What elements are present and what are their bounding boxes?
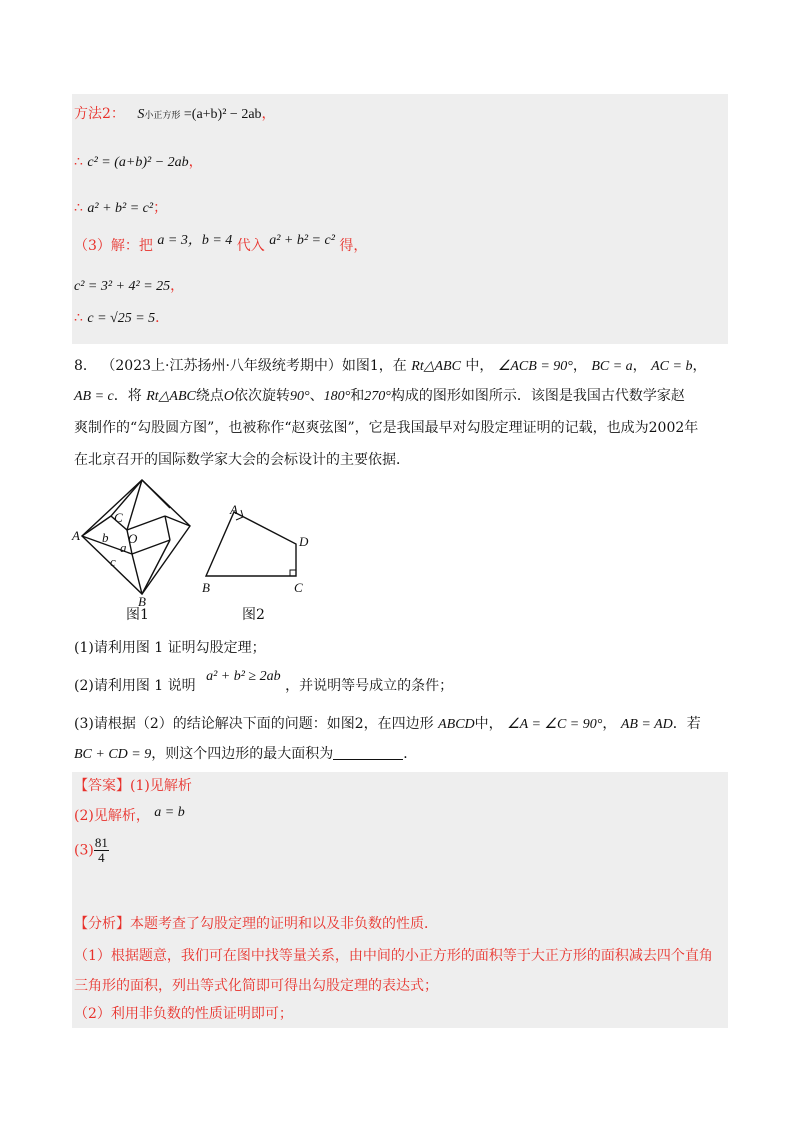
fig1-label-B: B <box>138 594 146 609</box>
fig2-label-C: C <box>294 580 303 595</box>
fig2-label-A: A <box>230 502 238 517</box>
eq3-line: ∴ a² + b² = c²； <box>74 200 168 216</box>
question-part-1: (1)请利用图 1 证明勾股定理； <box>74 640 266 656</box>
question-line-3: 爽制作的“勾股圆方图”，也被称作“赵爽弦图”，它是我国最早对勾股定理证明的记载，也成为2002年 <box>74 420 699 436</box>
cond-ab-ad: AB = AD <box>620 717 673 732</box>
eq2-line: ∴ c² = (a+b)² − 2ab， <box>74 154 203 170</box>
eq5-line: ∴ c = √25 = 5． <box>74 310 170 326</box>
point-o: O <box>223 389 234 404</box>
solution-panel <box>72 94 728 344</box>
figure-2-caption: 图2 <box>242 607 265 623</box>
answer-line-1 <box>74 776 192 796</box>
fig1-label-a: a <box>120 540 127 555</box>
part3-line <box>74 233 368 257</box>
comma: ， <box>261 106 276 122</box>
question-line-1: 8． （2023上·江苏扬州·八年级统考期中）如图1，在 Rt△ABC 中， ∠ACB = 90°， BC = a， AC = b， <box>74 358 707 374</box>
analysis-p1-line-2: 三角形的面积，列出等式化简即可得出勾股定理的表达式； <box>74 978 438 994</box>
quad-name: ABCD <box>438 717 475 732</box>
fig1-label-c: c <box>110 554 116 569</box>
answer-label: 【答案】 <box>74 778 130 794</box>
answer-2: (2)见解析， <box>74 808 150 824</box>
answer-1: (1)见解析 <box>130 778 192 794</box>
answer-3: (3) <box>74 842 94 859</box>
analysis-p2: （2）利用非负数的性质证明即可； <box>74 1006 293 1022</box>
triangle-label: Rt△ABC <box>411 359 461 374</box>
question-part-3-line-1: (3)请根据（2）的结论解决下面的问题：如图2，在四边形 ABCD中， ∠A = ∠C = 90°， AB = AD．若 <box>74 716 701 732</box>
inequality: a² + b² ≥ 2ab <box>206 669 281 684</box>
eq-c-equals-5: c = √25 = 5 <box>87 311 156 326</box>
quad-abcd <box>206 512 296 576</box>
question-source: （2023上·江苏扬州·八年级统考期中）如图1，在 <box>101 358 407 374</box>
fig1-label-O: O <box>128 531 138 546</box>
eq-c-squared-25: c² = 3² + 4² = 25 <box>74 279 171 294</box>
right-angle-c <box>290 570 296 576</box>
method2-line <box>74 104 276 126</box>
answer-2-eq: a = b <box>154 805 185 820</box>
eq-pythagoras: a² + b² = c² <box>87 201 154 216</box>
analysis-intro: 本题考查了勾股定理的证明和以及非负数的性质． <box>130 916 438 932</box>
figure-1-caption: 图1 <box>126 607 149 623</box>
therefore-symbol: ∴ <box>74 200 83 216</box>
analysis-p1-line-1: （1）根据题意，我们可在图中找等量关系，由中间的小正方形的面积等于大正方形的面积减去四个直角 <box>74 948 713 964</box>
eq-small-square: S小正方形 =(a+b)² − 2ab <box>137 107 262 122</box>
answer-line-3 <box>74 836 109 865</box>
answer-3-fraction: $\frac{81}{4}$ <box>94 835 108 865</box>
cond-angle-acb: ∠ACB = 90° <box>497 359 573 374</box>
eq-c-squared: c² = (a+b)² − 2ab <box>87 155 189 170</box>
question-part-3-line-2: BC + CD = 9，则这个四边形的最大面积为 ． <box>74 746 418 762</box>
answer-blank[interactable] <box>333 745 403 760</box>
question-line-4: 在北京召开的国际数学家大会的会标设计的主要依据． <box>74 452 410 468</box>
part3-substitute: 代入 <box>236 238 265 254</box>
cond-bc: BC = a <box>591 359 633 374</box>
part3-label: （3）解：把 <box>74 238 153 254</box>
question-number: 8． <box>74 358 97 374</box>
cond-ac: AC = b <box>651 359 693 374</box>
fig1-label-b: b <box>102 530 109 545</box>
part3-get: 得， <box>339 238 368 254</box>
analysis-line-1 <box>74 914 438 934</box>
fig1-label-C: C <box>114 510 123 525</box>
fig1-label-A: A <box>72 528 80 543</box>
part3-equation: a² + b² = c² <box>269 233 335 248</box>
cond-bc-cd: BC + CD = 9 <box>74 747 152 762</box>
fig2-label-D: D <box>299 534 309 549</box>
cond-ab: AB = c <box>74 389 114 404</box>
cond-angles: ∠A = ∠C = 90° <box>507 717 603 732</box>
question-line-2: AB = c．将 Rt△ABC绕点O依次旋转90°、180°和270°构成的图形如图所示．该图是我国古代数学家赵 <box>74 388 685 404</box>
analysis-label: 【分析】 <box>74 916 130 932</box>
eq4-line: c² = 3² + 4² = 25， <box>74 278 185 294</box>
therefore-symbol: ∴ <box>74 310 83 326</box>
part3-values: a = 3，b = 4 <box>157 233 233 248</box>
fig2-label-B: B <box>202 580 210 595</box>
therefore-symbol: ∴ <box>74 154 83 170</box>
answer-line-2 <box>74 806 185 827</box>
figure-2-diagram <box>198 504 318 594</box>
question-part-2: (2)请利用图 1 说明 a² + b² ≥ 2ab ，并说明等号成立的条件； <box>74 669 454 694</box>
method2-label: 方法2： <box>74 106 125 122</box>
